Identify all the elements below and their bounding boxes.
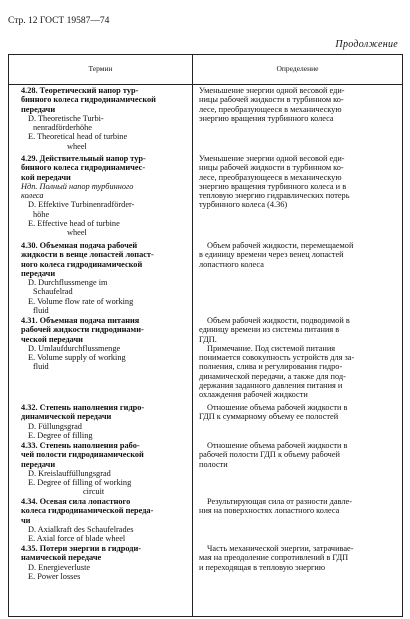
- term-4-30: 4.30. Объемная подача рабочей жидкости в венце лопастей лопаст- ного колеса гидродинамической передачи D. Durchflussmenge im Schaufelrad E. Volume flow rate of working fluid: [21, 241, 154, 316]
- definition-4-35: Часть механической энергии, затрачивае- мая на преодоление сопротивлений в ГДП и переходящая в тепловую энергию: [199, 544, 354, 572]
- term-4-34: 4.34. Осевая сила лопастного колеса гидродинамической переда- чи D. Axialkraft des Schaufelrades E. Axial force of blade wheel: [21, 497, 154, 544]
- term-4-33: 4.33. Степень наполнения рабо- чей полости гидродинамической передачи D. Kreislauffüllungsgrad E. Degree of filling of working circuit: [21, 441, 144, 497]
- terms-table: [8, 54, 403, 617]
- definition-4-30: Объем рабочей жидкости, перемещаемой в единицу времени через венец лопастей лопастного колеса: [199, 241, 354, 269]
- table-header: [9, 54, 402, 85]
- term-4-31: 4.31. Объемная подача питания рабочей жидкости гидродинами- ческой передачи D. Umlaufdurchflussmenge E. Volume supply of working fluid: [21, 316, 144, 372]
- term-4-32: 4.32. Степень наполнения гидро- динамической передачи D. Füllungsgrad E. Degree of filling: [21, 403, 145, 440]
- column-divider: [192, 54, 193, 616]
- definition-4-29: Уменьшение энергии одной весовой еди- ницы рабочей жидкости в турбинном ко- лесе, преобразующееся в механическую энергию вращения турбинного колеса и в тепловую энергию гидравлических потерь турбинного колеса (4.36): [199, 154, 350, 210]
- definition-4-34: Результирующая сила от разности давле- ния на поверхностях лопастного колеса: [199, 497, 352, 516]
- definition-4-33: Отношение объема рабочей жидкости в рабочей полости ГДП к объему рабочей полости: [199, 441, 348, 469]
- continuation-label: Продолжение: [335, 39, 398, 50]
- column-header-term: Термин: [88, 64, 113, 73]
- definition-4-32: Отношение объема рабочей жидкости в ГДП к суммарному объему ее полостей: [199, 403, 348, 422]
- page-header: Стр. 12 ГОСТ 19587—74: [8, 16, 110, 26]
- definition-4-31: Объем рабочей жидкости, подводимой в единицу времени из системы питания в ГДП. Примечание. Под системой питания понимается совокупность устройств для за- полнения, слива и регулирования гидро- динамической передачи, а также для под- держания заданного давления питания и охлаждения рабочей жидкости: [199, 316, 395, 400]
- term-4-35: 4.35. Потери энергии в гидроди- намической передаче D. Energieverluste E. Power losses: [21, 544, 142, 581]
- definition-4-28: Уменьшение энергии одной весовой еди- ницы рабочей жидкости в турбинном ко- лесе, преобразующееся в механическую энергию вращения турбинного колеса: [199, 86, 345, 123]
- term-4-29: 4.29. Действительный напор тур- бинного колеса гидродинамичес- кой передачи Ндп. Полный напор турбинного колеса D. Effektive Turbinenradförder- höhe E. Effective head of turbine wheel: [21, 154, 146, 238]
- term-4-28: 4.28. Теоретический напор тур- бинного колеса гидродинамической передачи D. Theoretische Turbi- nenradförderhöhe E. Theoretical head of turbine wheel: [21, 86, 156, 151]
- note-label: Примечание. Под системой питания: [207, 343, 336, 353]
- column-header-definition: Определение: [276, 64, 319, 73]
